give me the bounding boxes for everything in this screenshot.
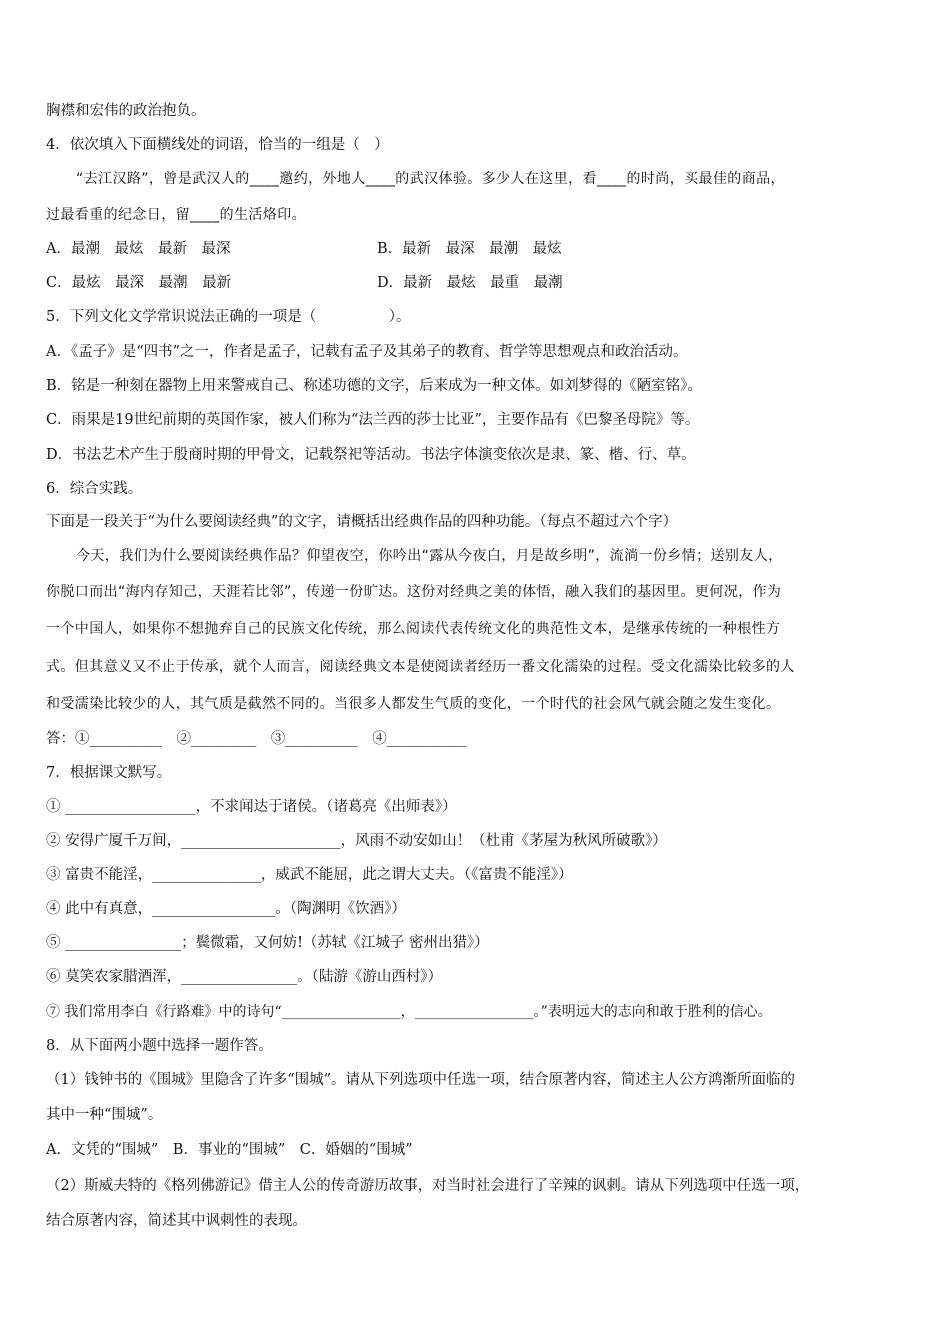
question-7-item: ② 安得广厦千万间，______________________，风雨不动安如山！（杜甫《茅屋为秋风所破歌》） <box>46 833 667 849</box>
question-6-passage: 你脱口而出“海内存知己，天涯若比邻”，传递一份旷达。这份对经典之美的体悟，融入我们的基因里。更何况，作为 <box>46 584 782 600</box>
question-6-passage: 和受濡染比较少的人，其气质是截然不同的。当很多人都发生气质的变化，一个时代的社会风气就会随之发生变化。 <box>46 696 781 712</box>
question-6-passage: 一个中国人，如果你不想抛弃自己的民族文化传统，那么阅读代表传统文化的典范性文本，是继承传统的一种根性方 <box>46 621 781 637</box>
question-7-item: ⑦ 我们常用李白《行路难》中的诗句“_________________，_________________。”表明远大的志向和敢于胜利的信心。 <box>46 1004 772 1020</box>
question-7-title: 7．根据课文默写。 <box>46 765 172 781</box>
question-8-part-2: 结合原著内容，简述其中讽刺性的表现。 <box>46 1213 307 1229</box>
question-8-title: 8．从下面两小题中选择一题作答。 <box>46 1038 273 1054</box>
question-6-intro: 下面是一段关于“为什么要阅读经典”的文字，请概括出经典作品的四种功能。（每点不超过六个字） <box>46 514 678 530</box>
question-5-option-a: A．《孟子》是“四书”之一，作者是孟子，记载有孟子及其弟子的教育、哲学等思想观点和政治活动。 <box>46 344 688 360</box>
question-4-passage: 过最看重的纪念日，留____的生活烙印。 <box>46 207 306 223</box>
question-5-option-d: D．书法艺术产生于殷商时期的甲骨文，记载祭祀等活动。书法字体演变依次是隶、篆、楷、行、草。 <box>46 447 696 463</box>
question-6-answer-blanks: 答：①__________ ②_________ ③__________ ④___________ <box>46 731 467 747</box>
question-7-item: ③ 富贵不能淫，_______________，威武不能屈，此之谓大丈夫。（《富贵不能淫》） <box>46 867 573 883</box>
question-8-part-2: （2）斯威夫特的《格列佛游记》借主人公的传奇游历故事，对当时社会进行了辛辣的讽刺。请从下列选项中任选一项， <box>46 1178 810 1194</box>
question-8-options: A．文凭的“围城” B．事业的“围城” C．婚姻的“围城” <box>46 1142 413 1158</box>
question-4-option-c: C．最炫 最深 最潮 最新 <box>46 275 232 291</box>
question-7-item: ⑥ 莫笑农家腊酒浑，________________。（陆游《游山西村》） <box>46 969 443 985</box>
question-6-passage: 式。但其意义又不止于传承，就个人而言，阅读经典文本是使阅读者经历一番文化濡染的过程。受文化濡染比较多的人 <box>46 659 795 675</box>
question-7-item: ⑤ ________________；鬓微霜，又何妨!（苏轼《江城子 密州出猎》） <box>46 935 489 951</box>
question-7-item: ① __________________，不求闻达于诸侯。（诸葛亮《出师表》） <box>46 799 457 815</box>
question-8-part-1: 其中一种“围城”。 <box>46 1107 163 1123</box>
question-6-title: 6．综合实践。 <box>46 481 143 497</box>
question-4-option-a: A．最潮 最炫 最新 最深 <box>46 241 231 257</box>
question-8-part-1: （1）钱钟书的《围城》里隐含了许多“围城”。请从下列选项中任选一项，结合原著内容，简述主人公方鸿渐所面临的 <box>46 1072 796 1088</box>
question-7-item: ④ 此中有真意，_________________。（陶渊明《饮酒》） <box>46 901 406 917</box>
question-5-option-b: B．铭是一种刻在器物上用来警戒自己、称述功德的文字，后来成为一种文体。如刘梦得的《陋室铭》。 <box>46 378 702 394</box>
question-4-option-b: B．最新 最深 最潮 最炫 <box>377 241 562 257</box>
question-4-option-d: D．最新 最炫 最重 最潮 <box>377 275 563 291</box>
question-4-title: 4．依次填入下面横线处的词语，恰当的一组是（ ） <box>46 137 389 153</box>
text-line: 胸襟和宏伟的政治抱负。 <box>46 103 206 119</box>
question-6-passage: 今天，我们为什么要阅读经典作品？仰望夜空，你吟出“露从今夜白，月是故乡明”，流淌一份乡情；送别友人， <box>76 548 783 564</box>
question-5-option-c: C．雨果是19世纪前期的英国作家，被人们称为“法兰西的莎士比亚”，主要作品有《巴黎圣母院》等。 <box>46 412 700 428</box>
question-5-title: 5．下列文化文学常识说法正确的一项是（ ）。 <box>46 309 411 325</box>
question-4-passage: “去江汉路”，曾是武汉人的____邀约，外地人____的武汉体验。多少人在这里，看____的时尚，买最佳的商品， <box>76 171 785 187</box>
